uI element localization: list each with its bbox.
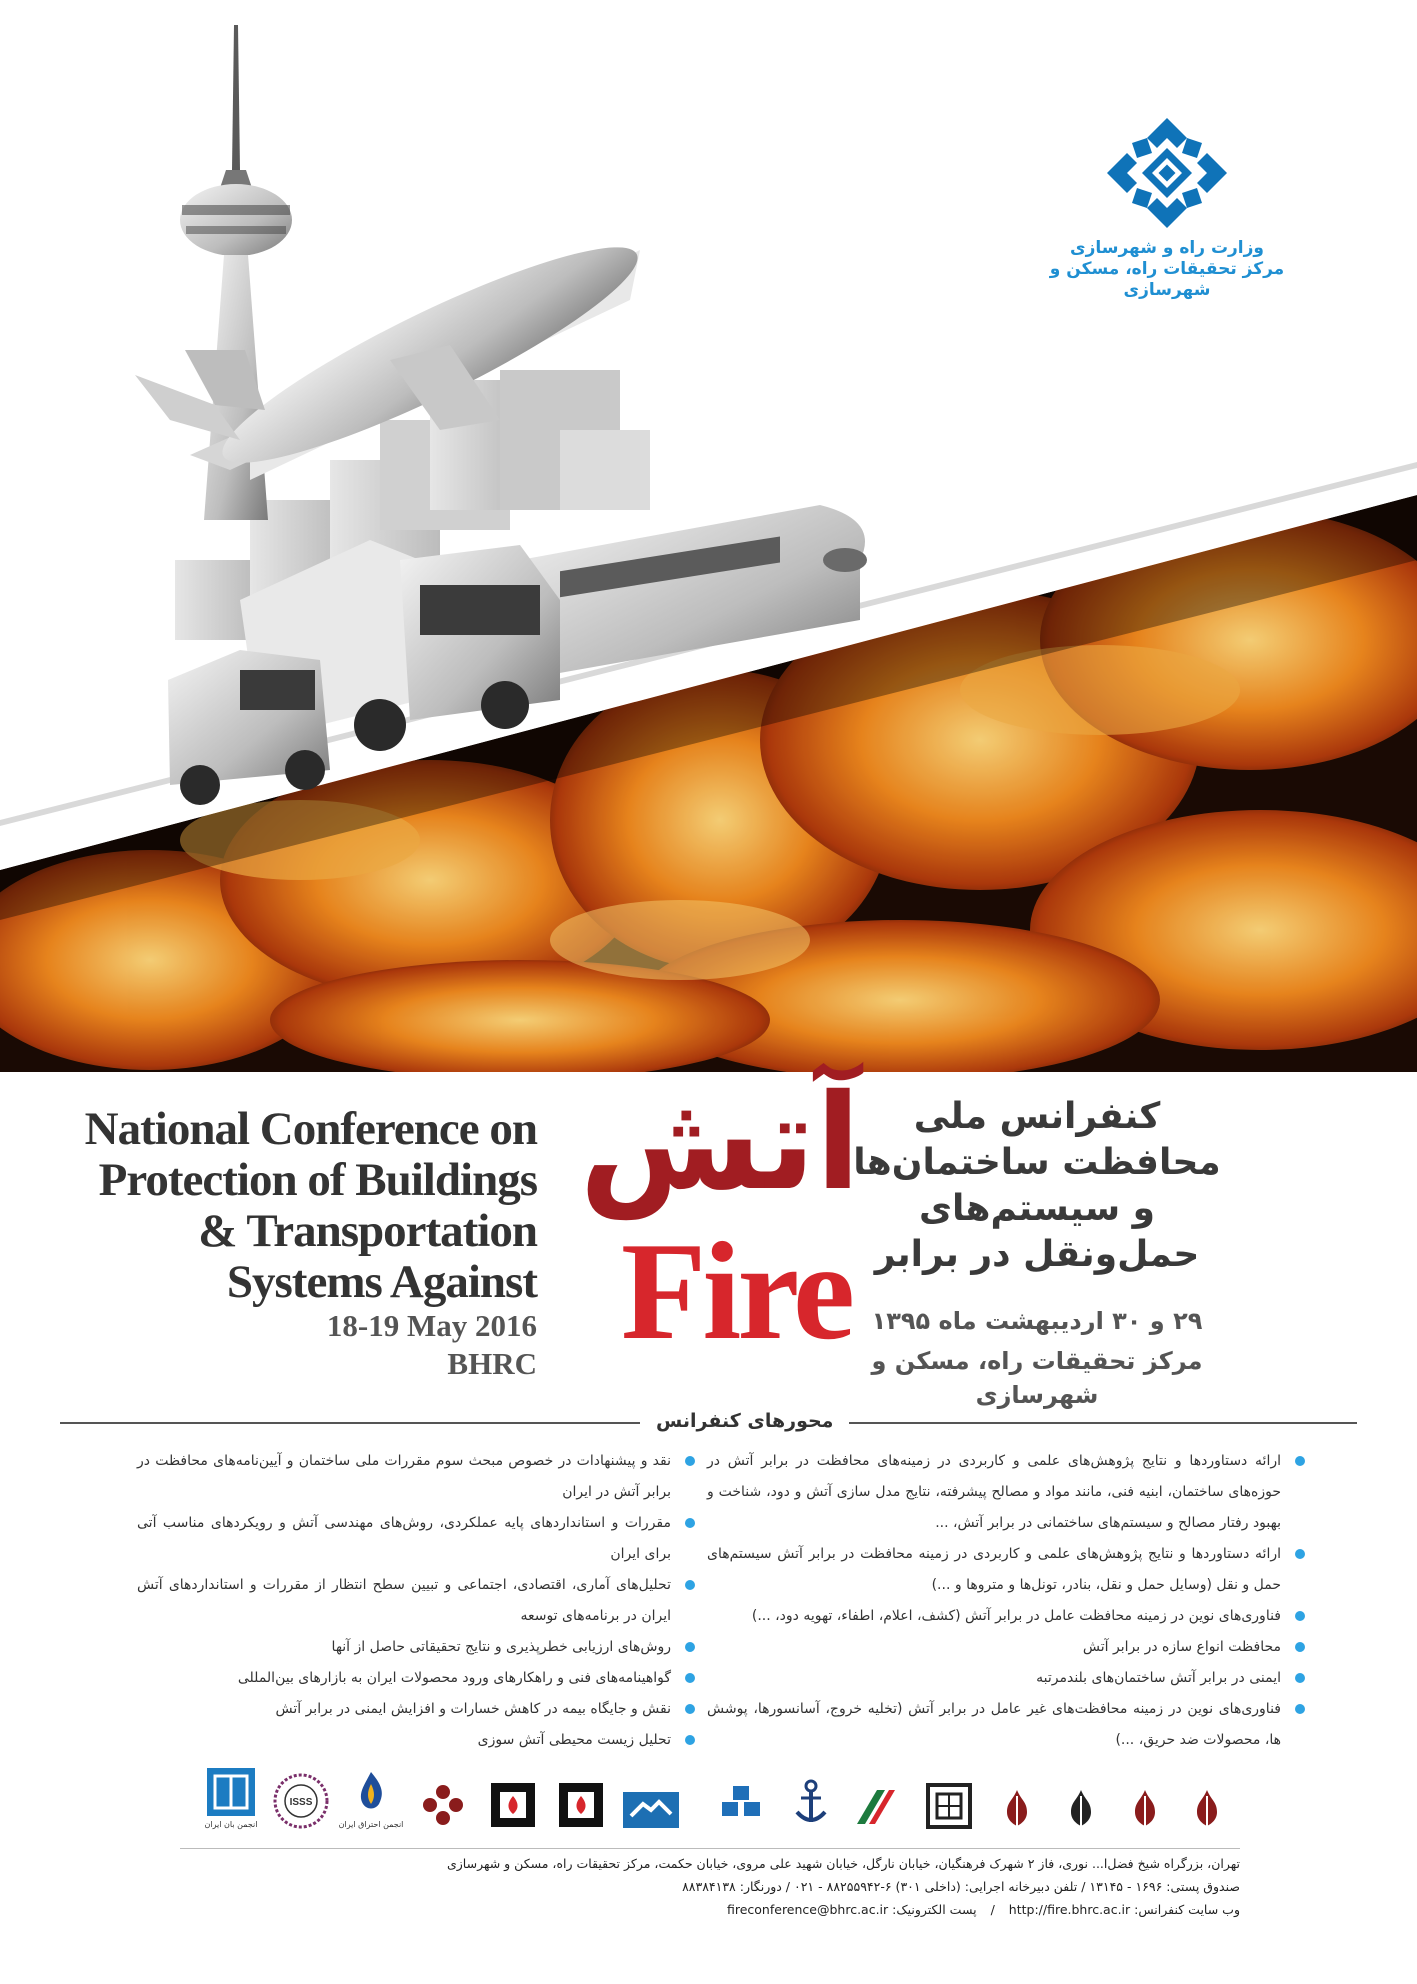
list-item bbox=[137, 1663, 697, 1694]
title-fa-line: حمل‌ونقل در برابر bbox=[874, 1234, 1200, 1275]
website-link[interactable]: http://fire.bhrc.ac.ir bbox=[1008, 1902, 1131, 1917]
topics-heading-row bbox=[60, 1403, 1357, 1437]
list-item bbox=[137, 1632, 697, 1663]
title-english bbox=[17, 1104, 537, 1308]
topic-text: ایمنی در برابر آتش ساختمان‌های بلندمرتبه bbox=[1036, 1670, 1281, 1686]
standard-square-logo bbox=[918, 1752, 980, 1830]
topic-text: مقررات و استانداردهای پایه عملکردی، روش‌های مهندسی آتش و رویکردهای مناسب آتی برای ایران bbox=[137, 1515, 671, 1562]
date-persian: ۲۹ و ۳۰ اردیبهشت ماه ۱۳۹۵ bbox=[871, 1307, 1203, 1335]
iran-emblem-icon bbox=[1123, 1786, 1167, 1830]
website-label: وب سایت کنفرانس: bbox=[1134, 1902, 1240, 1917]
bullet-icon bbox=[685, 1735, 695, 1745]
list-item bbox=[707, 1539, 1307, 1601]
bullet-icon bbox=[1295, 1456, 1305, 1466]
topic-text: نقش و جایگاه بیمه در کاهش خسارات و افزایش ایمنی در برابر آتش bbox=[275, 1701, 671, 1717]
iran-emblem-logo-4 bbox=[1176, 1752, 1238, 1830]
anjoman-ban-logo bbox=[200, 1752, 262, 1830]
title-fa-line: محافظت ساختمان‌ها bbox=[853, 1142, 1221, 1183]
list-item bbox=[707, 1446, 1307, 1539]
title-fa-line: و سیستم‌های bbox=[918, 1188, 1156, 1229]
divider bbox=[180, 1848, 1240, 1849]
date-english: 18-19 May 2016 bbox=[326, 1308, 537, 1343]
handshake-icon bbox=[621, 1790, 681, 1830]
topic-text: روش‌های ارزیابی خطرپذیری و نتایج تحقیقاتی حاصل از آنها bbox=[331, 1639, 671, 1655]
rail-stripes-icon bbox=[851, 1784, 901, 1830]
topics-list-left bbox=[137, 1446, 697, 1756]
title-persian bbox=[807, 1094, 1267, 1278]
anjoman-ehteraq-logo bbox=[340, 1752, 402, 1830]
topic-text: تحلیل‌های آماری، اقتصادی، اجتماعی و تبیین سطح انتظار از مقررات و استانداردهای آتش ایران در برنامه‌های توسعه bbox=[137, 1577, 671, 1624]
iran-emblem-icon bbox=[1059, 1786, 1103, 1830]
ministry-logo-icon bbox=[1107, 118, 1227, 228]
title-en-line: Systems Against bbox=[226, 1256, 537, 1308]
title-en-line: Protection of Buildings bbox=[98, 1154, 537, 1206]
topic-text: ارائه دستاوردها و نتایج پژوهش‌های علمی و کاربردی در زمینه‌های محافظت در برابر آتش در حوزه‌های ساختمان، ابنیه فنی، مانند مواد و مصالح پیشرفته، نتایج مدل سازی آتش و دود، شناخت و بهبود رفتار مصالح و سیستم‌های ساختمانی در برابر آتش، ... bbox=[707, 1453, 1281, 1531]
sponsor-caption: انجمن احتراق ایران bbox=[338, 1820, 404, 1829]
bullet-icon bbox=[685, 1518, 695, 1528]
bullet-icon bbox=[685, 1673, 695, 1683]
bullet-icon bbox=[685, 1704, 695, 1714]
svg-text:ISSS: ISSS bbox=[289, 1797, 313, 1808]
fire-word: Fire bbox=[620, 1214, 852, 1369]
anchor-icon bbox=[791, 1778, 831, 1830]
iran-emblem-logo-3 bbox=[1114, 1752, 1176, 1830]
bullet-icon bbox=[685, 1642, 695, 1652]
email-link[interactable]: fireconference@bhrc.ac.ir bbox=[726, 1902, 889, 1917]
title-en-line: National Conference on bbox=[84, 1103, 537, 1155]
bullet-icon bbox=[1295, 1704, 1305, 1714]
email-label: پست الکترونیک: bbox=[892, 1902, 977, 1917]
topic-text: تحلیل زیست محیطی آتش سوزی bbox=[477, 1732, 671, 1748]
list-item bbox=[137, 1694, 697, 1725]
topics-list-right bbox=[707, 1446, 1307, 1756]
list-item bbox=[707, 1694, 1307, 1756]
list-item bbox=[137, 1570, 697, 1632]
bullet-icon bbox=[685, 1580, 695, 1590]
fire-department-icon bbox=[488, 1780, 538, 1830]
topic-text: فناوری‌های نوین در زمینه محافظت‌های غیر عامل در برابر آتش (تخلیه خروج، آسانسورها، پوشش ها، محصولات ضد حریق، ...) bbox=[707, 1701, 1281, 1748]
iran-emblem-icon bbox=[995, 1786, 1039, 1830]
org-persian: مرکز تحقیقات راه، مسکن و شهرسازی bbox=[871, 1347, 1203, 1409]
standard-grid-icon bbox=[925, 1782, 973, 1830]
footer-address: تهران، بزرگراه شیخ فضل‌ا... نوری، فاز ۲ شهرک فرهنگیان، خیابان نارگل، خیابان شهید علی مروی، خیابان حکمت، مرکز تحقیقات راه، مسکن و شهرسازی bbox=[446, 1856, 1240, 1871]
conference-title bbox=[0, 1066, 1417, 1409]
iran-emblem-logo-2 bbox=[1050, 1752, 1112, 1830]
iran-emblem-logo-1 bbox=[986, 1752, 1048, 1830]
bullet-icon bbox=[685, 1456, 695, 1466]
bullet-icon bbox=[1295, 1673, 1305, 1683]
bullet-icon bbox=[1295, 1642, 1305, 1652]
org-english: BHRC bbox=[447, 1346, 537, 1381]
ministry-name: وزارت راه و شهرسازی bbox=[1069, 238, 1264, 258]
research-center-name: مرکز تحقیقات راه، مسکن و شهرسازی bbox=[1049, 259, 1285, 300]
flower-emblem-icon bbox=[418, 1780, 468, 1830]
list-item bbox=[137, 1446, 697, 1508]
topics-heading: محورهای کنفرانس bbox=[640, 1403, 849, 1439]
pajoheshgah-logo bbox=[412, 1752, 474, 1830]
topic-text: ارائه دستاوردها و نتایج پژوهش‌های علمی و کاربردی در زمینه محافظت در برابر آتش سیستم‌های حمل و نقل (وسایل حمل و نقل، بنادر، تونل‌ها و متروها و ...) bbox=[707, 1546, 1281, 1593]
isss-seal-icon bbox=[272, 1772, 330, 1830]
anjoman-ban-icon bbox=[205, 1766, 257, 1818]
sponsor-caption: انجمن بان ایران bbox=[204, 1820, 258, 1829]
atash-word: آتش bbox=[579, 1066, 861, 1220]
footer-web-email bbox=[180, 1898, 1240, 1921]
bullet-icon bbox=[1295, 1611, 1305, 1621]
iran-emblem-icon bbox=[1185, 1786, 1229, 1830]
rail-company-logo bbox=[845, 1752, 907, 1830]
footer-contact bbox=[180, 1852, 1240, 1921]
flame-icon bbox=[345, 1770, 397, 1818]
fire-org-logo-2 bbox=[550, 1752, 612, 1830]
nezam-mohandesi-logo bbox=[620, 1752, 682, 1830]
fire-department-icon bbox=[556, 1780, 606, 1830]
footer-separator: / bbox=[990, 1902, 995, 1917]
sponsor-logos bbox=[200, 1752, 1220, 1842]
list-item bbox=[707, 1632, 1307, 1663]
topic-text: نقد و پیشنهادات در خصوص مبحث سوم مقررات ملی ساختمان و آیین‌نامه‌های محافظت در برابر آتش در ایران bbox=[137, 1453, 671, 1500]
footer-phones: صندوق پستی: ۱۶۹۶ - ۱۳۱۴۵ / تلفن دبیرخانه اجرایی: (داخلی ۳۰۱) ۶-۸۸۲۵۵۹۴۲ - ۰۲۱ / دورنگار: ۸۸۳۸۴۱۳۸ bbox=[682, 1879, 1240, 1894]
ministry-logo-block bbox=[1047, 118, 1287, 301]
bullet-icon bbox=[1295, 1549, 1305, 1559]
navy-anchor-logo bbox=[780, 1752, 842, 1830]
topic-text: محافظت انواع سازه در برابر آتش bbox=[1082, 1639, 1281, 1655]
fire-org-logo-1 bbox=[482, 1752, 544, 1830]
isss-seal-logo bbox=[270, 1752, 332, 1830]
list-item bbox=[137, 1508, 697, 1570]
title-fa-line: کنفرانس ملی bbox=[913, 1096, 1161, 1137]
title-en-line: & Transportation bbox=[198, 1205, 537, 1257]
cubes-icon bbox=[716, 1784, 766, 1830]
cube-company-logo bbox=[710, 1752, 772, 1830]
list-item bbox=[707, 1663, 1307, 1694]
topic-text: فناوری‌های نوین در زمینه محافظت عامل در برابر آتش (کشف، اعلام، اطفاء، تهویه دود، ...) bbox=[751, 1608, 1281, 1624]
list-item bbox=[707, 1601, 1307, 1632]
topic-text: گواهینامه‌های فنی و راهکارهای ورود محصولات ایران به بازارهای بین‌المللی bbox=[237, 1670, 671, 1686]
